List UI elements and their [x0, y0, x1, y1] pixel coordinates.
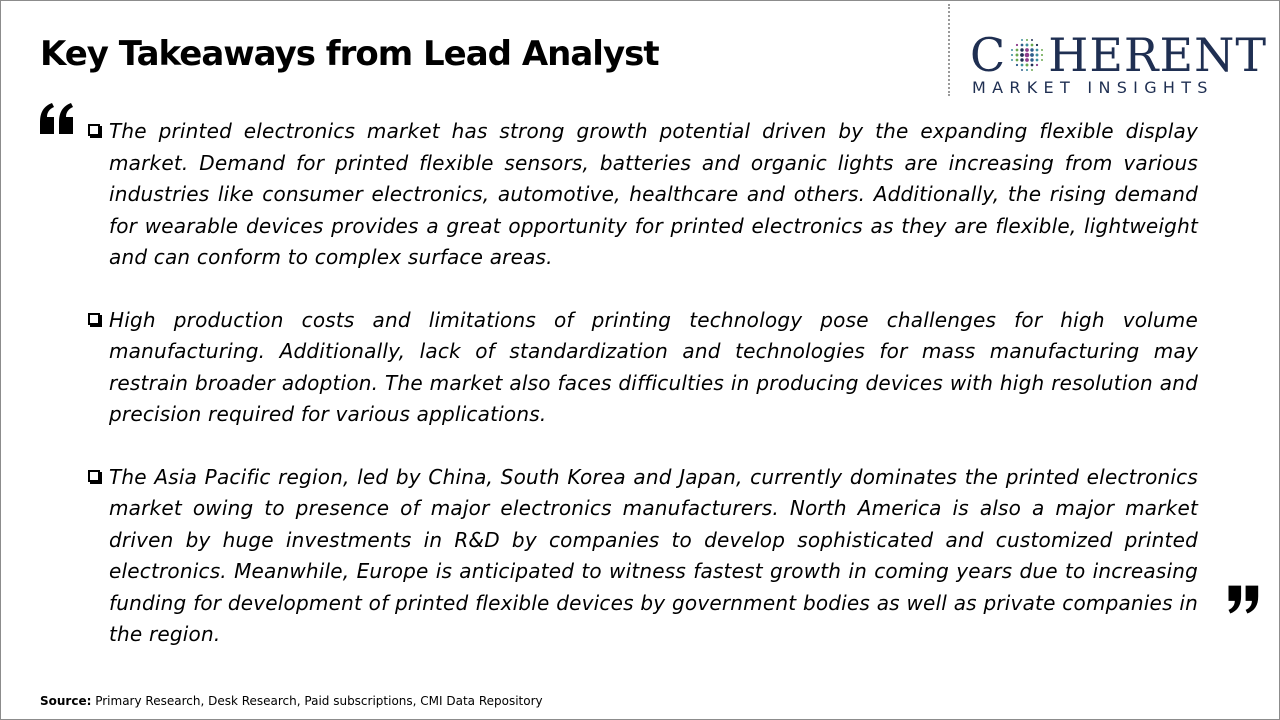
globe-dot: [1031, 69, 1033, 71]
globe-dot: [1036, 64, 1038, 66]
globe-dot: [1016, 49, 1019, 52]
logo-tagline: MARKET INSIGHTS: [972, 78, 1214, 97]
globe-dot: [1021, 64, 1024, 67]
globe-dot: [1036, 49, 1039, 52]
globe-dot: [1041, 49, 1043, 51]
takeaway-text: The Asia Pacific region, led by China, South Korea and Japan, currently dominates the printed electronics market owing to presence of major electronics manufacturers. North America is also a major market driven by huge investments in R&D by companies to develop sophisticated and customized printed electronics. Meanwhile, Europe is anticipated to witness fastest growth in coming years due to increasing funding for development of printed flexible devices by government bodies as well as private companies in the region.: [109, 464, 1198, 646]
source-text: Primary Research, Desk Research, Paid subscriptions, CMI Data Repository: [91, 694, 543, 708]
globe-dot: [1026, 64, 1029, 67]
globe-dot: [1036, 59, 1039, 62]
source-label: Source:: [40, 694, 92, 708]
source-note: [40, 694, 543, 708]
checkbox-icon: [88, 313, 100, 325]
globe-dot: [1025, 58, 1029, 62]
globe-dot: [1041, 54, 1043, 56]
checkbox-icon: [88, 124, 100, 136]
globe-dot: [1030, 48, 1033, 51]
globe-dot: [1026, 39, 1028, 41]
globe-dot: [1021, 44, 1024, 47]
globe-dot: [1021, 69, 1023, 71]
globe-dot: [1031, 64, 1034, 67]
globe-dot: [1025, 48, 1029, 52]
logo-divider: [948, 4, 950, 96]
globe-dot: [1031, 39, 1033, 41]
globe-dot: [1030, 58, 1033, 61]
globe-dot: [1036, 44, 1038, 46]
globe-dot: [1020, 48, 1023, 51]
globe-dot: [1011, 49, 1013, 51]
globe-dot: [1041, 59, 1043, 61]
page-title: Key Takeaways from Lead Analyst: [40, 34, 659, 74]
globe-dots-icon: [1007, 35, 1047, 75]
logo-word-right: HERENT: [1048, 28, 1268, 82]
close-quote-icon: [1224, 582, 1260, 618]
globe-dot: [1021, 39, 1023, 41]
globe-dot: [1016, 59, 1019, 62]
globe-dot: [1036, 54, 1039, 57]
takeaways-list: [86, 116, 1198, 682]
globe-dot: [1026, 44, 1029, 47]
open-quote-icon: [38, 100, 78, 140]
globe-dot: [1020, 53, 1024, 57]
globe-dot: [1020, 58, 1023, 61]
takeaway-text: High production costs and limitations of printing technology pose challenges for high volume manufacturing. Additionally, lack of standardization and technologies for mass manufacturing may restrain broader adoption. The market also faces difficulties in producing devices with high resolution and precision required for various applications.: [109, 307, 1198, 426]
globe-dot: [1016, 64, 1018, 66]
globe-dot: [1025, 53, 1030, 58]
checkbox-icon: [88, 470, 100, 482]
globe-dot: [1030, 53, 1034, 57]
globe-dot: [1016, 44, 1018, 46]
list-item: [86, 305, 1198, 431]
globe-dot: [1011, 59, 1013, 61]
logo-word-left: C: [970, 28, 1007, 82]
takeaway-text: The printed electronics market has strong growth potential driven by the expanding flexible display market. Demand for printed flexible sensors, batteries and organic lights are increasing from various industries like consumer electronics, automotive, healthcare and others. Additionally, the rising demand for wearable devices provides a great opportunity for printed electronics as they are flexible, lightweight and can conform to complex surface areas.: [109, 119, 1198, 269]
company-logo: [970, 28, 1268, 100]
globe-dot: [1011, 54, 1013, 56]
globe-dot: [1016, 54, 1019, 57]
list-item: [86, 116, 1198, 274]
list-item: [86, 462, 1198, 651]
globe-dot: [1031, 44, 1034, 47]
logo-wordmark: [970, 30, 1267, 80]
globe-dot: [1026, 69, 1028, 71]
